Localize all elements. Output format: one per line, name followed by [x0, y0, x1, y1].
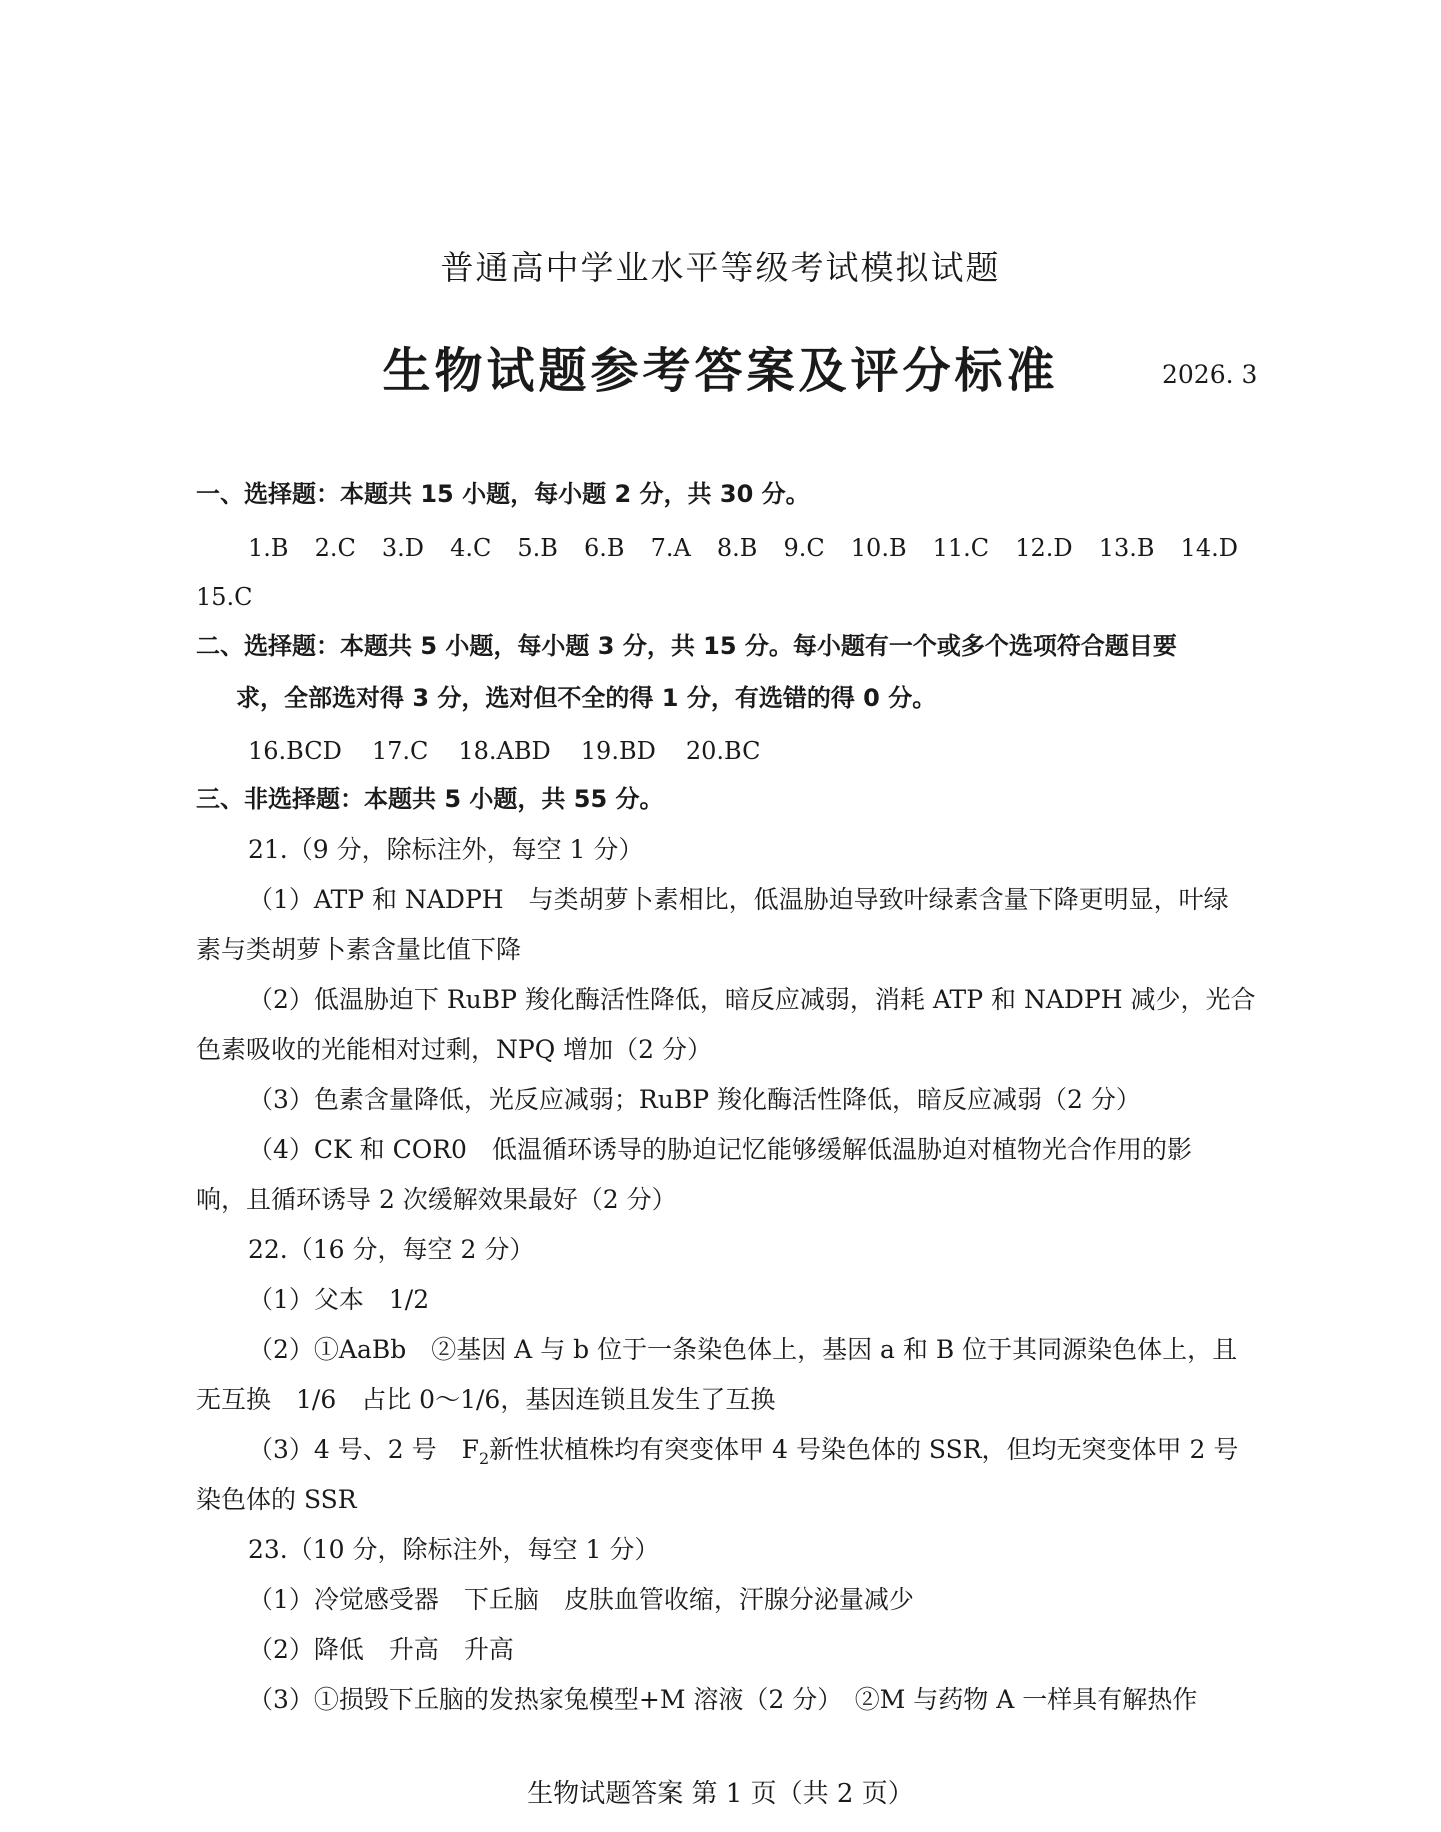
- exam-date: 2026. 3: [1162, 360, 1258, 389]
- answer-item: 4.C: [450, 534, 492, 562]
- section2-header: 二、选择题：本题共 5 小题，每小题 3 分，共 15 分。每小题有一个或多个选项符合题目要: [196, 632, 1177, 660]
- answer-item: 7.A: [650, 534, 691, 562]
- q23-part2: （2）降低 升高 升高: [248, 1635, 514, 1664]
- answer-item: 2.C: [314, 534, 356, 562]
- answer-item: 10.B: [850, 534, 907, 562]
- answer-item: 19.BD: [580, 737, 656, 765]
- answer-item: 11.C: [932, 534, 990, 562]
- q22-part1: （1）父本 1/2: [248, 1285, 430, 1314]
- answer-item: 8.B: [716, 534, 758, 562]
- q21-part1: （1）ATP 和 NADPH 与类胡萝卜素相比，低温胁迫导致叶绿素含量下降更明显，叶绿: [248, 885, 1229, 914]
- q22-part2-cont: 无互换 1/6 占比 0～1/6，基因连锁且发生了互换: [196, 1385, 776, 1414]
- section3-header: 三、非选择题：本题共 5 小题，共 55 分。: [196, 785, 664, 813]
- exam-subtitle: 普通高中学业水平等级考试模拟试题: [440, 248, 1001, 287]
- answer-item: 13.B: [1098, 534, 1155, 562]
- answer-item: 20.BC: [685, 737, 761, 765]
- question-22-header: 22.（16 分，每空 2 分）: [248, 1235, 535, 1264]
- q23-part3: （3）①损毁下丘脑的发热家兔模型+M 溶液（2 分） ②M 与药物 A 一样具有解热作: [248, 1685, 1198, 1714]
- answer-item: 6.B: [584, 534, 625, 562]
- q21-part2: （2）低温胁迫下 RuBP 羧化酶活性降低，暗反应减弱，消耗 ATP 和 NADPH 减少，光合: [248, 985, 1256, 1014]
- answer-item: 3.D: [381, 534, 425, 562]
- answer-item: 17.C: [371, 737, 429, 765]
- q21-part1-cont: 素与类胡萝卜素含量比值下降: [196, 935, 522, 964]
- q22-part3-cont: 染色体的 SSR: [196, 1485, 357, 1514]
- subscript-2: 2: [478, 1449, 490, 1468]
- page-title: 生物试题参考答案及评分标准: [382, 343, 1059, 399]
- question-23-header: 23.（10 分，除标注外，每空 1 分）: [248, 1535, 660, 1564]
- answer-item: 14.D: [1180, 534, 1238, 562]
- q22-part3-post: 新性状植株均有突变体甲 4 号染色体的 SSR，但均无突变体甲 2 号: [489, 1435, 1239, 1464]
- answer-item: 18.ABD: [458, 737, 551, 765]
- q22-part2: （2）①AaBb ②基因 A 与 b 位于一条染色体上，基因 a 和 B 位于其同源染色体上，且: [248, 1335, 1238, 1364]
- answer-item: 1.B: [248, 534, 289, 562]
- question-21-header: 21.（9 分，除标注外，每空 1 分）: [248, 835, 644, 864]
- section1-header: 一、选择题：本题共 15 小题，每小题 2 分，共 30 分。: [196, 480, 810, 508]
- answer-item: 12.D: [1015, 534, 1073, 562]
- q22-part3: [248, 1437, 1238, 1467]
- answer-item: 9.C: [783, 534, 825, 562]
- answer-item: 15.C: [196, 583, 253, 611]
- section1-answer-list: [248, 534, 1238, 562]
- q22-part3-pre: （3）4 号、2 号 F: [248, 1435, 479, 1464]
- answer-item: 16.BCD: [248, 737, 342, 765]
- answer-item: 5.B: [517, 534, 558, 562]
- q23-part1: （1）冷觉感受器 下丘脑 皮肤血管收缩，汗腺分泌量减少: [248, 1585, 914, 1614]
- section2-answer-list: [248, 737, 760, 765]
- q21-part4: （4）CK 和 COR0 低温循环诱导的胁迫记忆能够缓解低温胁迫对植物光合作用的影: [248, 1135, 1192, 1164]
- q21-part3: （3）色素含量降低，光反应减弱；RuBP 羧化酶活性降低，暗反应减弱（2 分）: [248, 1085, 1141, 1114]
- section2-header-cont: 求，全部选对得 3 分，选对但不全的得 1 分，有选错的得 0 分。: [236, 684, 937, 712]
- q21-part2-cont: 色素吸收的光能相对过剩，NPQ 增加（2 分）: [196, 1035, 712, 1064]
- page-footer: 生物试题答案 第 1 页（共 2 页）: [527, 1779, 914, 1809]
- q21-part4-cont: 响，且循环诱导 2 次缓解效果最好（2 分）: [196, 1185, 677, 1214]
